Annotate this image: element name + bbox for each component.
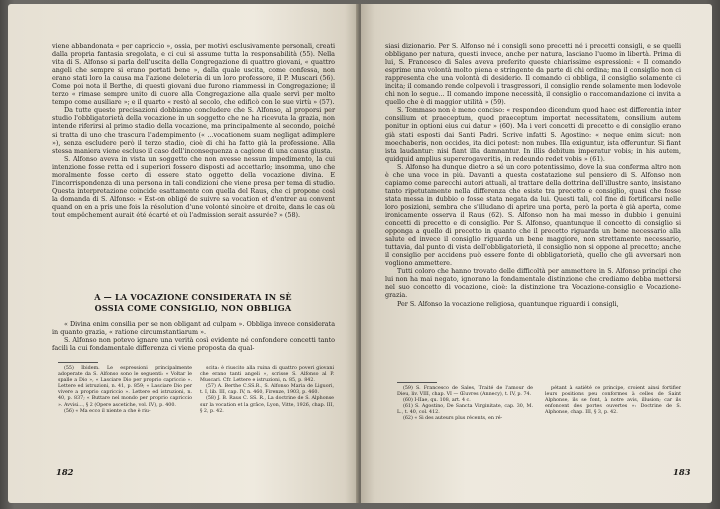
footnotes-column-2 <box>200 366 334 415</box>
footnote-rule <box>58 362 98 363</box>
footnote: (59) S. Francesco de Sales, Traité de l'amour de Dieu, liv. VIII, chap. VI — Œuvres (Annecy), t. IV, p. 74. <box>397 386 533 398</box>
page-number: 182 <box>56 467 74 477</box>
heading-line: A — LA VOCAZIONE CONSIDERATA IN SÈ <box>94 292 292 302</box>
footnote-rule <box>397 382 437 383</box>
paragraph: S. Alfonso non potevo ignare una verità così evidente né confondere concetti tanto facili la cui fondamentale differenza ci viene proposta da qual- <box>52 336 335 353</box>
footnote: (62) « Si des auteurs plus récents, en ré- <box>403 416 503 422</box>
footnote: (61) S. Agostino, De Sancta Virginitate, cap. 30, M. L., t. 40, col. 412. <box>397 404 533 416</box>
paragraph: S. Tommaso non è meno conciso: « respondeo dicendum quod haec est differentia inter consilium et praeceptum, quod praeceptum importat necessitatem, consilium autem ponitur in optioni eius cui datur » (60). Ma i veri concetti di precetto e di consiglio erano già stati esposti dai Santi Padri. Scrive infatti S. Agostino: « neque enim sicut: non moechaberis, non occides, ita dici potest: non nubes. Illa exiguntur, ista offeruntur. Si fiant ista laudantur: nisi fiant illa damnantur. In illis debitum imperatur vobis; in his autem, quidquid amplius supererogaveritis, in redeundo redet vobis » (61). <box>385 106 681 163</box>
left-body-text <box>52 42 335 219</box>
paragraph: Da tutte queste precisazioni dobbiamo concludere che S. Alfonso, al proporsi per studio l'obbligatorietà della vocazione in un soggetto che ne ha ricevuta la grazia, non intende riferirsi al primo stadio della vocazione, ma principalmente al secondo, poiché si tratta di uno che trascura l'adempimento (« ...vocationem suam negligat adimplere »), senza escludere però il terzo stadio, cioè di chi ha fatto già la professione. Alla stessa maniera viene escluso il caso dell'inconsequenza a cagione di una causa giusta. <box>52 106 335 155</box>
section-heading <box>68 292 318 313</box>
footnote: (60) I-IIae, qu. 108, art. 4 c. <box>403 398 471 404</box>
paragraph: siasi dizionario. Per S. Alfonso né i consigli sono precetti né i precetti consigli, e se quelli obbligano per natura, questi invece, anche per natura, lasciano l'uomo in libertà. Prima di lui, S. Francesco di Sales aveva preferito queste chiarissime espressioni: « Il comando esprime una volontà molto piena e stringente da parte di chi ordina; ma il consiglio non ci rappresenta che una volontà di desiderio. Il comando ci obbliga, il consiglio solamente ci incita; il comando rende colpevoli i trasgressori, il consiglio rende solamente men lodevole chi non lo segue... Il comando impone necessità, il consiglio o raccomandazione ci invita a quello che è di maggior utilità » (59). <box>385 42 681 107</box>
footnotes-column-2 <box>545 386 681 416</box>
paragraph: Per S. Alfonso la vocazione religiosa, quantunque riguardi i consigli, <box>397 299 619 308</box>
footnote: (55) Ibidem. Le espressioni principalmente adoperate da S. Alfonso sono le seguenti: « Voltar le spalle a Dio », « Lasciare Dio per proprio capriccio ». Lettere ed istruzioni, n. 41, p. 859; « Lasciare Dio per vivere a proprio capriccio ». Lettere ed istruzioni, n. 40, p. 837; « Buttare nel mondo per proprio capriccio ». Avvisi..., § 2 (Opere ascetiche, vol. IV), p. 400. <box>58 366 192 408</box>
footnote: (58) J. B. Raus C. SS. R., La doctrine de S. Alphonse sur la vocation et la grâce, Lyon, Vitte, 1926, chap. III, § 2, p. 42. <box>200 396 334 414</box>
paragraph: viene abbandonata « per capriccio », ossia, per motivi esclusivamente personali, creati dalla propria fantasia sregolata, e ci cui si assume tutta la responsabilità (55). Nella vita di S. Alfonso si parla dell'uscita della Congregazione di quattro giovani, « quattro angeli che sempre si erano portati bene », dalla quale uscita, come confessa, non erano stati loro la causa ma l'azione deleteria di un loro professore, il P. Muscari (56). Come poi nota il Berthe, di questi giovani due furono riammessi in Congregazione; il terzo « rimase sempre unito di cuore alla Congregazione alla quale servì per molto tempo come ausiliare »; e il quarto « restò al secolo, che edificò con le sue virtù » (57). <box>52 42 335 107</box>
footnote: (57) A. Berthe C.SS.R., S. Alfonso Maria de Liguori, t. I, lib. III, cap. IV, n. 460, Firenze, 1903, p. 460. <box>200 384 334 396</box>
paragraph: Tutti coloro che hanno trovato delle difficoltà per ammettere in S. Alfonso principi che lui non ha mai negato, ignorano la fondamentale distinzione che crediamo debba mettersi nel suo concetto di vocazione, cioè: la distinzione tra Vocazione-consiglio e Vocazione-grazia. <box>385 267 681 300</box>
footnotes-column-1 <box>58 366 192 415</box>
footnote: scita: è riuscito alla ruina di quattro poveri giovani che erano tanti angeli », scrisse S. Alfonso al P. Muscari. Cfr. Lettere e istruzioni, n. 85, p. 842. <box>200 366 334 384</box>
footnotes-column-1 <box>397 386 533 423</box>
left-page <box>8 4 359 503</box>
paragraph: S. Alfonso ha dunque dietro a sé un coro potentissimo, dove la sua conferma altro non è che una voce in più. Davanti a questa costatazione sul pensiero di S. Alfonso non capiamo come parecchi autori attuali, al trattare della dottrina dell'illustre santo, insistano tanto ripetutamente nella differenza che esiste tra precetto e consiglio, quasi che fosse stata messa in dubbio o fosse stata negata da lui. Questi tali, col fine di fortificarsi nelle loro posizioni, sembra che s'illudano di aprire una porta, però la porta è già aperta, come ironicamente osserva il Raus (62). S. Alfonso non ha mai messo in dubbio i genuini concetti di precetto e di consiglio. Per S. Alfonso, quantunque il concetto di consiglio si opponga a quello di precetto in quanto che il precetto riguarda un bene necessario alla salute ed invece il consiglio riguarda un bene maggiore, non strettamente necessario, tuttavia, dal punto di vista dell'obbligatorietà, il consiglio non si oppone al precetto; anche il consiglio per accidens può essere fonte di obbligatorietà, quello che gli avversari non vogliono ammettere. <box>385 162 681 268</box>
right-page <box>361 4 712 503</box>
heading-line: OSSIA COME CONSIGLIO, NON OBBLIGA <box>94 302 292 313</box>
paragraph: « Divina enim consilia per se non obligant ad culpam ». Obbliga invece considerata in quanto grazia, « ratione circumstantiarum ». <box>52 320 335 337</box>
page-number: 183 <box>673 467 691 477</box>
left-body-after-heading <box>52 320 335 352</box>
footnote: (56) « Ma ecco il niente a che è riu- <box>64 408 151 414</box>
footnote: pétant à satiété ce principe, croient ainsi fortifier leurs positions peu conformes à celles de Saint Alphonse, ils se font, à notre avis, illusion; car ils enfoncent des portes ouvertes »: Doctrine de S. Alphonse, chap. III, § 3, p. 42. <box>545 386 681 416</box>
right-body-text <box>385 42 681 308</box>
paragraph: S. Alfonso aveva in vista un soggetto che non avesse nessun impedimento, la cui intenzione fosse retta ed i superiori fossero disposti ad accettarlo; insomma, uno che moralmente fosse certo di essere stato oggetto della vocazione divina. E l'incorrispondenza di una persona in tali condizioni che viene presa per tema di studio. Questa interpretazione coincide esattamente con quella del Raus, che ci propone così la domanda di S. Alfonso: « Est-on obligé de suivre sa vocation et d'entrer au convent quand on en a pris une fois la résolution d'une volonté sincère et droite, dans le cas où tout empêchement aurait été écarté et où l'admission serait assurée? » (58). <box>52 154 335 219</box>
